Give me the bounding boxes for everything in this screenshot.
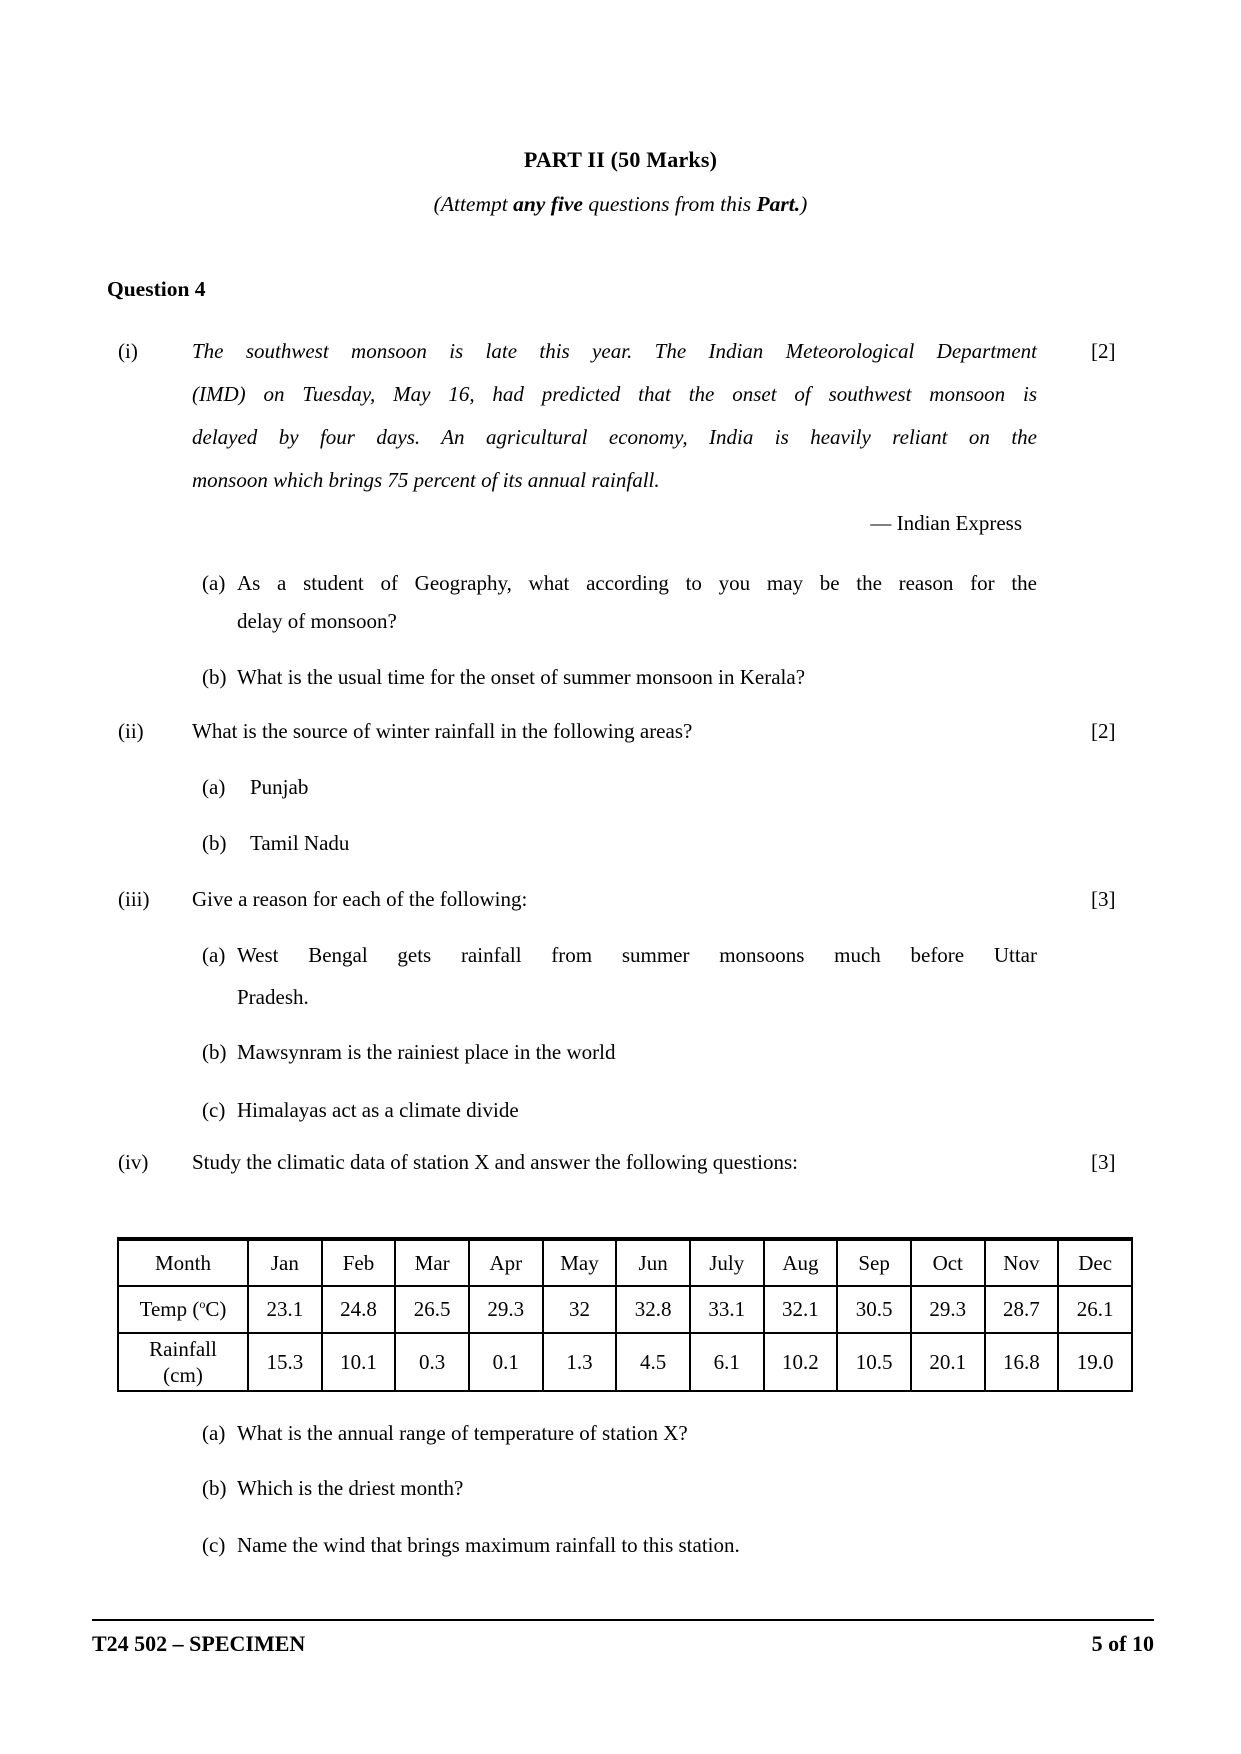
sub-question: Himalayas act as a climate divide	[237, 1098, 519, 1122]
rainfall-cell: 10.2	[764, 1333, 838, 1391]
part-instruction	[0, 192, 1241, 217]
temp-cell: 24.8	[322, 1286, 396, 1333]
temp-cell: 33.1	[690, 1286, 764, 1333]
item-ii-text: What is the source of winter rainfall in the following areas?	[192, 719, 693, 743]
item-ii-label: (ii)	[118, 719, 144, 743]
instruction-text: questions from this	[582, 192, 757, 216]
sub-question: Name the wind that brings maximum rainfall to this station.	[237, 1533, 740, 1557]
sub-question: Tamil Nadu	[250, 831, 350, 855]
text-line: Pradesh.	[237, 985, 309, 1009]
temp-cell: 32.8	[616, 1286, 690, 1333]
rainfall-cell: 10.1	[322, 1333, 396, 1391]
rainfall-cell: 0.1	[469, 1333, 543, 1391]
instruction-text: (Attempt	[433, 192, 514, 216]
sub-label: (b)	[202, 1040, 227, 1064]
rainfall-cell: 16.8	[985, 1333, 1059, 1391]
rainfall-row	[118, 1333, 1132, 1391]
sub-question	[237, 564, 1037, 640]
quote-attribution: — Indian Express	[870, 511, 1022, 535]
col-header: May	[543, 1239, 617, 1286]
sub-label: (a)	[202, 943, 226, 967]
row-header-temp: Temp ($^o$C)	[118, 1286, 248, 1333]
item-iv-text: Study the climatic data of station X and answer the following questions:	[192, 1150, 798, 1174]
degree-superscript: o	[199, 1297, 206, 1311]
sub-label: (c)	[202, 1098, 226, 1122]
sub-question: Which is the driest month?	[237, 1476, 464, 1500]
item-iii-marks: [3]	[1091, 887, 1116, 911]
sub-label: (b)	[202, 831, 227, 855]
rainfall-cell: 4.5	[616, 1333, 690, 1391]
temp-cell: 26.1	[1058, 1286, 1132, 1333]
sub-label: (b)	[202, 1476, 227, 1500]
sub-label: (a)	[202, 775, 226, 799]
col-header: Apr	[469, 1239, 543, 1286]
footer-page-number: 5 of 10	[1091, 1631, 1154, 1656]
quote-line: monsoon which brings 75 percent of its annual rainfall.	[192, 468, 660, 492]
sub-label: (a)	[202, 571, 226, 595]
temp-cell: 23.1	[248, 1286, 322, 1333]
item-iv-marks: [3]	[1091, 1150, 1116, 1174]
col-header: Jun	[616, 1239, 690, 1286]
item-iii-label: (iii)	[118, 887, 150, 911]
col-header: Nov	[985, 1239, 1059, 1286]
item-i-marks: [2]	[1091, 339, 1116, 363]
sub-label: (a)	[202, 1421, 226, 1445]
footer-paper-code: T24 502 – SPECIMEN	[92, 1631, 306, 1656]
item-i-label: (i)	[118, 339, 138, 363]
col-header: July	[690, 1239, 764, 1286]
rainfall-cell: 1.3	[543, 1333, 617, 1391]
quote-line: The southwest monsoon is late this year. The Indian Meteorological Department	[192, 339, 1037, 363]
col-header: Month	[118, 1239, 248, 1286]
temp-cell: 29.3	[469, 1286, 543, 1333]
temp-cell: 32.1	[764, 1286, 838, 1333]
sub-label: (b)	[202, 665, 227, 689]
sub-question: What is the usual time for the onset of summer monsoon in Kerala?	[237, 665, 806, 689]
item-ii-marks: [2]	[1091, 719, 1116, 743]
sub-question: What is the annual range of temperature of station X?	[237, 1421, 688, 1445]
temp-cell: 26.5	[395, 1286, 469, 1333]
temp-cell: 28.7	[985, 1286, 1059, 1333]
col-header: Jan	[248, 1239, 322, 1286]
sub-question	[237, 934, 1037, 1018]
col-header: Mar	[395, 1239, 469, 1286]
temp-cell: 30.5	[837, 1286, 911, 1333]
item-iii-text: Give a reason for each of the following:	[192, 887, 528, 911]
instruction-bold-any-five: any five	[513, 192, 583, 216]
climate-data-table	[117, 1237, 1133, 1392]
table-header-row	[118, 1239, 1132, 1286]
temperature-row	[118, 1286, 1132, 1333]
quote-line: (IMD) on Tuesday, May 16, had predicted that the onset of southwest monsoon is	[192, 382, 1037, 406]
rainfall-cell: 15.3	[248, 1333, 322, 1391]
col-header: Feb	[322, 1239, 396, 1286]
temp-cell: 29.3	[911, 1286, 985, 1333]
instruction-bold-part: Part.	[756, 192, 801, 216]
sub-label: (c)	[202, 1533, 226, 1557]
sub-question: Mawsynram is the rainiest place in the world	[237, 1040, 616, 1064]
text-line: West Bengal gets rainfall from summer monsoons much before Uttar	[237, 943, 1037, 967]
col-header: Oct	[911, 1239, 985, 1286]
item-iv-label: (iv)	[118, 1150, 149, 1174]
text-line: As a student of Geography, what according to you may be the reason for the	[237, 571, 1037, 595]
instruction-text: )	[800, 192, 808, 216]
rainfall-cell: 0.3	[395, 1333, 469, 1391]
rainfall-cell: 10.5	[837, 1333, 911, 1391]
rainfall-cell: 20.1	[911, 1333, 985, 1391]
col-header: Aug	[764, 1239, 838, 1286]
col-header: Sep	[837, 1239, 911, 1286]
temp-cell: 32	[543, 1286, 617, 1333]
rainfall-cell: 19.0	[1058, 1333, 1132, 1391]
footer-rule	[92, 1619, 1154, 1621]
rainfall-cell: 6.1	[690, 1333, 764, 1391]
quote-line: delayed by four days. An agricultural economy, India is heavily reliant on the	[192, 425, 1037, 449]
text-line: delay of monsoon?	[237, 609, 397, 633]
row-header-rainfall: Rainfall (cm)	[118, 1333, 248, 1391]
question-title: Question 4	[107, 277, 206, 301]
sub-question: Punjab	[250, 775, 309, 799]
col-header: Dec	[1058, 1239, 1132, 1286]
part-title: PART II (50 Marks)	[523, 147, 718, 172]
item-i-quote	[192, 330, 1037, 545]
